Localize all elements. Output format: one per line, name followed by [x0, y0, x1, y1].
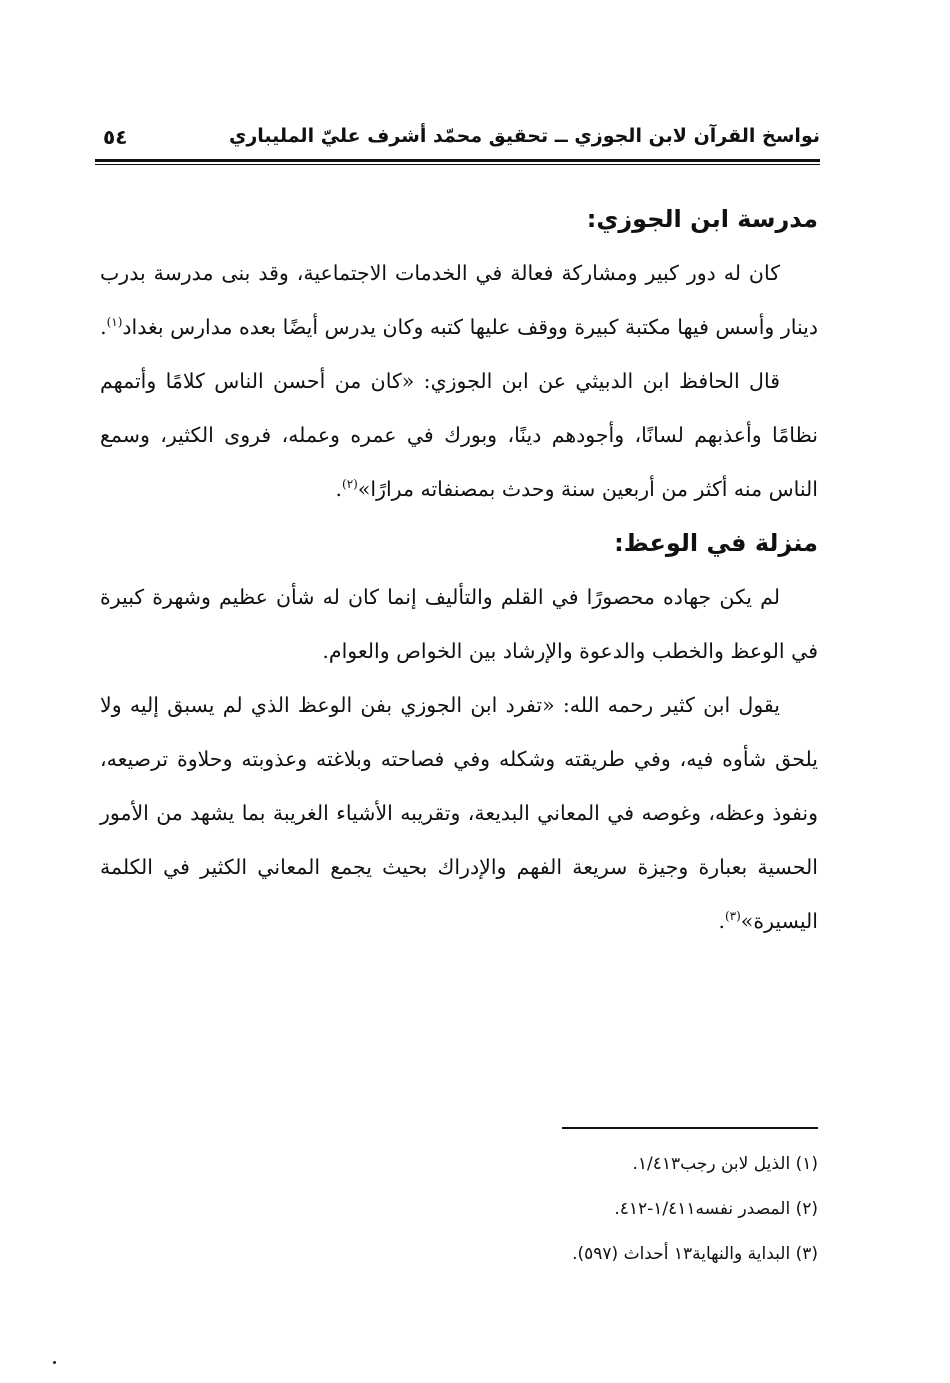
- footnote: (٢) المصدر نفسه١/٤١١-٤١٢.: [614, 1199, 818, 1219]
- paragraph-end: .: [718, 909, 725, 933]
- paragraph-text: لم يكن جهاده محصورًا في القلم والتأليف إنما كان له شأن عظيم وشهرة كبيرة في الوعظ والخطب والدعوة والإرشاد بين الخواص والعوام.: [100, 585, 818, 663]
- header-rule: [95, 159, 820, 162]
- paragraph-text: كان له دور كبير ومشاركة فعالة في الخدمات الاجتماعية، وقد بنى مدرسة بدرب دينار وأسس فيها مكتبة كبيرة ووقف عليها كتبه وكان يدرس أيضًا بعده مدارس بغداد: [100, 261, 818, 339]
- running-header: [95, 115, 820, 159]
- paragraph-end: .: [335, 477, 343, 501]
- footnotes: [300, 1142, 818, 1277]
- footnote: (٣) البداية والنهاية١٣ أحداث (٥٩٧).: [572, 1244, 818, 1264]
- main-text: [100, 192, 818, 948]
- paragraph: [100, 570, 818, 678]
- paragraph-end: .: [100, 315, 107, 339]
- paragraph: [100, 246, 818, 354]
- paragraph-text: قال الحافظ ابن الدبيثي عن ابن الجوزي: «كان من أحسن الناس كلامًا وأتمهم نظامًا وأعذبهم لسانًا، وأجودهم دينًا، وبورك في عمره وعمله، فروى الكثير، وسمع الناس منه أكثر من أربعين سنة وحدث بمصنفاته مرارًا»: [100, 369, 818, 501]
- paragraph: [100, 354, 818, 516]
- footnote: (١) الذيل لابن رجب١/٤١٣.: [632, 1154, 818, 1174]
- footnote-ref[interactable]: (١): [106, 315, 123, 330]
- footnote-rule: [562, 1127, 818, 1129]
- scan-speck: [53, 1361, 56, 1364]
- paragraph: [100, 678, 818, 948]
- paragraph-text: يقول ابن كثير رحمه الله: «تفرد ابن الجوزي بفن الوعظ الذي لم يسبق إليه ولا يلحق شأوه فيه، وفي طريقته وشكله وفي فصاحته وبلاغته وعذوبته وحلاوة ترصيعه، ونفوذ وعظه، وغوصه في المعاني البديعة، وتقريبه الأشياء الغريبة بما يشهد من الأمور الحسية بعبارة وجيزة سريعة الفهم والإدراك بحيث يجمع المعاني الكثير في الكلمة اليسيرة»: [100, 693, 818, 933]
- footnote-ref[interactable]: (٢): [342, 477, 358, 492]
- footnote-ref[interactable]: (٣): [724, 909, 741, 924]
- page-number: ٥٤: [103, 125, 128, 149]
- header-title: نواسخ القرآن لابن الجوزي ــ تحقيق محمّد أشرف عليّ المليباري: [228, 125, 820, 147]
- section-heading: منزلة في الوعظ:: [614, 529, 818, 557]
- section-heading: مدرسة ابن الجوزي:: [586, 205, 818, 233]
- header-rule-thin: [95, 164, 820, 165]
